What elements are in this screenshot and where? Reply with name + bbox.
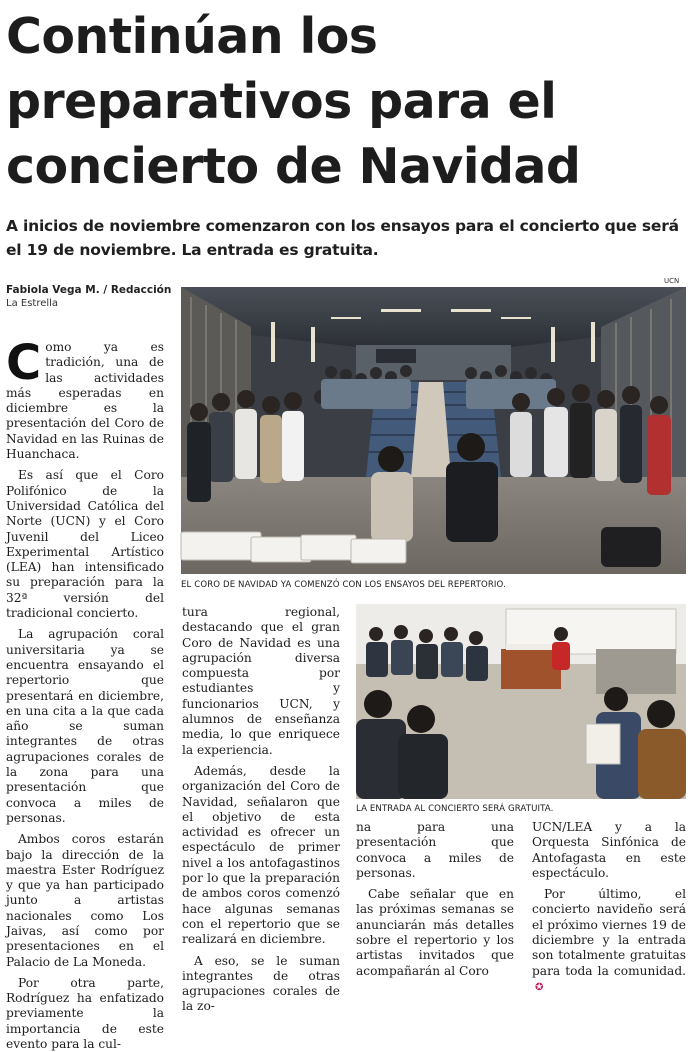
paragraph-9 [532, 887, 686, 995]
paragraph-1-text: omo ya es tradición, una de las actividades más esperadas en diciembre es la presentación del Coro de Navidad en las Ruinas de Huanchaca. [6, 340, 164, 462]
paragraph-3: La agrupación coral universitaria ya se encuentra ensayando el repertorio que presentará en diciembre, en una cita a la que cada año se suman integrantes de otras agrupaciones corales de la zona para una presentación que convoca a miles de personas. [6, 627, 164, 825]
photo-classroom-rehearsal [356, 604, 686, 799]
paragraph-6: Además, desde la organización del Coro de Navidad, señalaron que el objetivo de esta actividad es ofrecer un espectáculo de primer nivel a los antofagastinos por lo que la preparación de ambos coros comenzó hace algunas semanas con el repertorio que se realizará en diciembre. [182, 763, 340, 947]
headline-line-2: preparativos para el [6, 73, 557, 130]
paragraph-7: A eso, se le suman integrantes de otras agrupaciones corales de la zo- [182, 953, 340, 1014]
photo-caption-1: EL CORO DE NAVIDAD YA COMENZÓ CON LOS ENSAYOS DEL REPERTORIO. [181, 580, 506, 590]
article-column-4 [532, 820, 686, 993]
article-column-3 [356, 820, 514, 985]
paragraph-2: Es así que el Coro Polifónico de la Universidad Católica del Norte (UCN) y el Coro Juvenil del Liceo Experimental Artístico (LEA) han intensificado su preparación para la 32ª versión del tradicional concierto. [6, 468, 164, 621]
photo-caption-2: LA ENTRADA AL CONCIERTO SERÁ GRATUITA. [356, 804, 554, 814]
headline [6, 4, 686, 199]
photo-choir-rehearsal-image [181, 287, 686, 574]
article-column-1 [6, 335, 164, 1052]
paragraph-5: Por otra parte, Rodríguez ha enfatizado previamente la importancia de este evento para la cul- [6, 975, 164, 1052]
article-column-2 [182, 605, 340, 1014]
paragraph-7-cont: na para una presentación que convoca a miles de personas. [356, 820, 514, 880]
byline [6, 284, 171, 310]
photo-choir-rehearsal [181, 287, 686, 574]
drop-cap: C [6, 335, 42, 391]
paragraph-8: Cabe señalar que en las próximas semanas se anunciarán más detalles sobre el repertorio y los artistas invitados que acompañarán al Coro [356, 887, 514, 978]
photo-credit: UCN [664, 277, 680, 285]
paragraph-4: Ambos coros estarán bajo la dirección de la maestra Ester Rodríguez y que ya han participado junto a artistas nacionales como Los Jaivas, así como por presentaciones en el Palacio de La Moneda. [6, 832, 164, 969]
paragraph-5-cont: tura regional, destacando que el gran Coro de Navidad es una agrupación diversa compuesta por estudiantes y funcionarios UCN, y alumnos de enseñanza media, lo que enriquece la experiencia. [182, 605, 340, 757]
paragraph-8-cont: UCN/LEA y a la Orquesta Sinfónica de Antofagasta en este espectáculo. [532, 820, 686, 880]
photo-classroom-rehearsal-image [356, 604, 686, 799]
end-of-article-icon: ✪ [535, 981, 544, 993]
headline-line-3: concierto de Navidad [6, 138, 581, 195]
paragraph-9-text: Por último, el concierto navideño será el próximo viernes 19 de diciembre y la entrada son totalmente gratuitas para toda la comunidad. [532, 887, 686, 978]
outlet-name: La Estrella [6, 298, 59, 309]
headline-line-1: Continúan los [6, 8, 378, 65]
paragraph-1 [6, 335, 164, 462]
author-name: Fabiola Vega M. / Redacción [6, 284, 172, 296]
deck-subtitle: A inicios de noviembre comenzaron con los ensayos para el concierto que será el 19 de noviembre. La entrada es gratuita. [6, 217, 679, 259]
